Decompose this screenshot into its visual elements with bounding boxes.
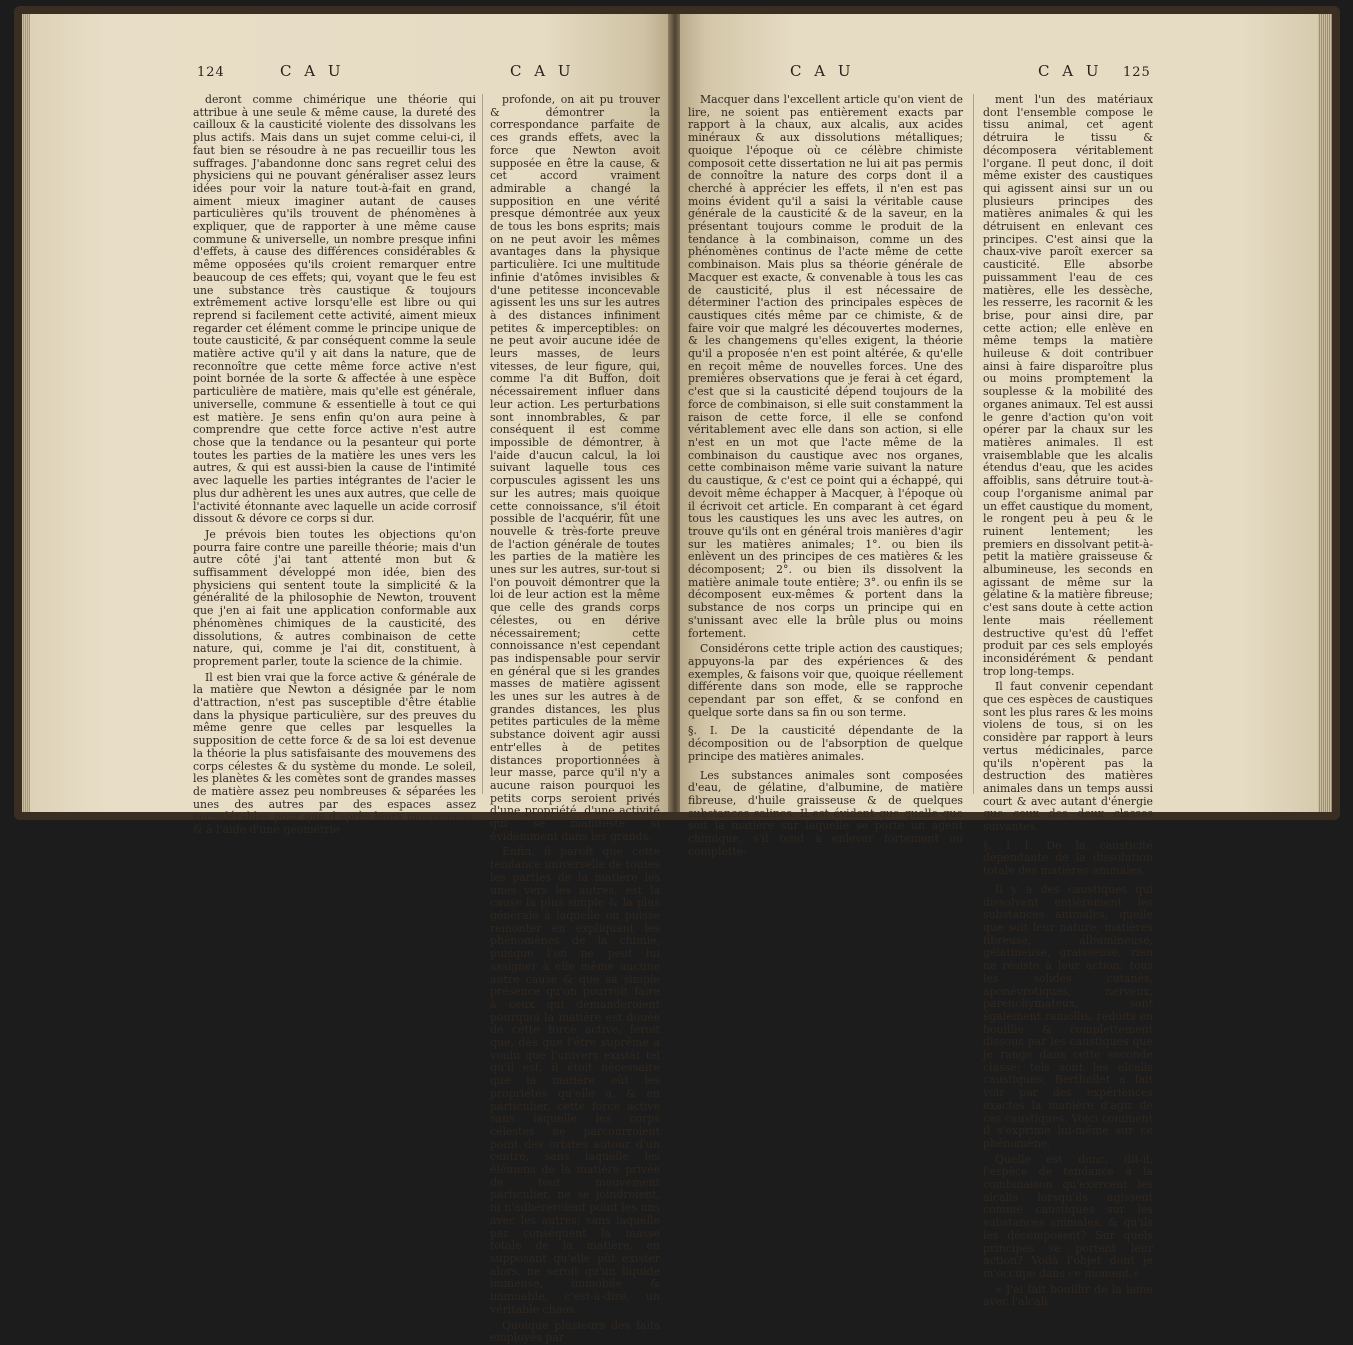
left-page-header bbox=[30, 62, 670, 84]
page-edges-right bbox=[1318, 14, 1332, 812]
page-number: 125 bbox=[1123, 65, 1151, 80]
page-edges-left bbox=[22, 14, 30, 812]
right-page-column-2 bbox=[983, 93, 1154, 1309]
left-page-column-1 bbox=[193, 93, 476, 837]
quoted-paragraph: » J'ai fait bouillir de la laine avec l'alcali bbox=[983, 1282, 1153, 1309]
paragraph: Macquer dans l'excellent article qu'on vient de lire, ne soient pas entièrement exacts par rapport à la chaux, aux alcalis, aux acides minéraux & aux dissolutions métalliques; quoique l'époque où ce célèbre chimiste composoit cette dissertation ne lui ait pas permis de connoître la nature des corps dont il a cherché à apprécier les effets, il n'en est pas moins évident qu'il a saisi la véritable cause générale de la causticité & de la saveur, en la présentant toujours comme le produit de la tendance à la combinaison, comme un des phénomènes continus de l'acte même de cette combinaison. Mais plus sa théorie générale de Macquer est exacte, & convenable à tous les cas de causticité, plus il est nécessaire de déterminer l'action des principales espèces de caustiques cités même par ce chimiste, & de faire voir que malgré les découvertes modernes, & les changemens qu'elles exigent, la théorie qu'il a proposée n'en est point altérée, & qu'elle en reçoit même de nouvelles forces. Une des premières observations que je ferai à cet égard, c'est que si la causticité dépend toujours de la force de combinaison, si elle suit constamment la raison de cette force, il elle se confond véritablement avec elle dans son action, si elle n'est en un mot que l'acte même de la combinaison du caustique avec nos organes, cette combinaison même varie suivant la nature du caustique, & c'est ce point qui a échappé, qui devoit même échapper à Macquer, à l'époque où il écrivoit cet article. En comparant à cet égard tous les caustiques les uns avec les autres, on trouve qu'ils ont en général trois manières d'agir sur les matières animales; 1°. ou bien ils enlèvent un des principes de ces matières & les décomposent; 2°. ou bien ils dissolvent la matière animale toute entière; 3°. ou enfin ils se décomposent eux-mêmes & portent dans la substance de nos corps un principe qui en s'unissant avec elle la brûle plus ou moins fortement. bbox=[688, 93, 963, 640]
running-head: C A U bbox=[280, 62, 345, 80]
paragraph: Les substances animales sont composées d'eau, de gélatine, d'albumine, de matière fibreuse, d'huile graisseuse & de quelques substances salines. Il est évident que quelle que soit la matière sur laquelle se porte un agent chimique, s'il tend à enlever fortement ou complette- bbox=[688, 768, 963, 858]
quoted-paragraph: Quelle est donc, dit-il, l'espèce de tendance à la combinaison qu'exercent les alcalis lorsqu'ils agissent comme caustiques sur les substances animales, & qu'ils les décomposent? Sur quels principes se portent leur action? Voilà l'objet dont je m'occupe dans ce moment.» bbox=[983, 1152, 1153, 1280]
running-head: C A U bbox=[790, 62, 855, 80]
column-rule bbox=[482, 94, 483, 794]
paragraph: profonde, on ait pu trouver & démontrer la correspondance parfaite de ces grands effets, avec la force que Newton avoit supposée en être la cause, & cet accord vraiment admirable a changé la supposition en une vérité presque démontrée aux yeux de tous les bons esprits; mais on ne peut avoir les mêmes avantages dans la physique particulière. Ici une multitude infinie d'atômes invisibles & d'une petitesse inconcevable agissent les uns sur les autres à des distances infiniment petites & imperceptibles: on ne peut avoir aucune idée de leurs masses, de leurs vitesses, de leur figure, qui, comme l'a dit Buffon, doit nécessairement influer dans leur action. Les perturbations sont innombrables, & par conséquent il est comme impossible de démontrer, à l'aide d'aucun calcul, la loi suivant laquelle tous ces corpuscules agissent les uns sur les autres; mais quoique cette connoissance, s'il étoit possible de l'acquérir, fût une nouvelle & très-forte preuve de l'action générale de toutes les parties de la matière les unes sur les autres, sur-tout si l'on pouvoit démontrer que la loi de leur action est la même que celle des grands corps célestes, ou en dérive nécessairement; cette connoissance n'est cependant pas indispensable pour servir en général que si les grandes masses de matière agissent les unes sur les autres à de grandes distances, les plus petites particules de la même substance doivent agir aussi entr'elles à de petites distances proportionnées à leur masse, parce qu'il n'y a aucune raison pourquoi les petits corps seroient privés d'une propriété, d'une activité qui se manifeste si évidemment dans les grands. bbox=[490, 93, 660, 843]
section-heading: §. I I. De la causticité dépendante de la dissolution totale des matières animales. bbox=[983, 838, 1153, 878]
paragraph: Quoique plusieurs des faits employés par bbox=[490, 1318, 660, 1345]
paragraph: Il est bien vrai que la force active & générale de la matière que Newton a désignée par le nom d'attraction, n'est pas susceptible d'être établie dans la physique particulière, sur des preuves du même genre que celles par lesquelles la supposition de cette force & de sa loi est devenue la théorie la plus satisfaisante des mouvemens des corps célestes & du système du monde. Le soleil, les planètes & les comètes sont de grandes masses de matière assez peu nombreuses & séparées les unes des autres par des espaces assez considérables pour que d'après leurs mouvemens, & à l'aide d'une géométrie bbox=[193, 670, 476, 837]
paragraph: Enfin, il paroît que cette tendance universelle de toutes les parties de la matière les unes vers les autres, est la cause la plus simple & la plus générale à laquelle on puisse remonter en expliquant les phénomènes de la chimie, puisque l'on ne peut lui assigner à elle même aucune autre cause & que sa simple présence qu'on pourroit faire à ceux qui demanderoient pourquoi la matière est douée de cette force active, feroit que, dès que l'être suprême a voulu que l'univers existât tel qu'il est, il étoit nécessaire que la matière eût les propriétés qu'elle a, & en particulier, cette force active sans laquelle les corps célestes ne parcourroient point des orbites autour d'un centre, sans laquelle les élémens de la matière privée de tout mouvement particulier, ne se joindroient, ni n'adhéreroient point les uns avec les autres; sans laquelle par conséquent la masse totale de la matière, en supposant qu'elle pût exister alors, ne seroit qu'un liquide immense, immobile & immuable, c'est-à-dire, un véritable chaos. bbox=[490, 845, 660, 1316]
running-head: C A U bbox=[1038, 62, 1103, 80]
left-page bbox=[30, 14, 670, 1345]
right-page-header bbox=[680, 62, 1318, 84]
section-heading: §. I. De la causticité dépendante de la décomposition ou de l'absorption de quelque principe des matières animales. bbox=[688, 724, 963, 763]
paragraph: ment l'un des matériaux dont l'ensemble compose le tissu animal, cet agent détruira le tissu & décomposera véritablement l'organe. Il peut donc, il doit même exister des caustiques qui agissent ainsi sur un ou plusieurs principes des matières animales & qui les détruisent en enlevant ces principes. C'est ainsi que la chaux-vive paroît exercer sa causticité. Elle absorbe puissamment l'eau de ces matières, elle les dessèche, les resserre, les racornit & les brise, pour ainsi dire, par cette action; elle enlève en même temps la matière huileuse & doit contribuer ainsi à faire disparoître plus ou moins promptement la souplesse & la mobilité des organes animaux. Tel est aussi le genre d'action qu'on voit opérer par la chaux sur les matières animales. Il est vraisemblable que les alcalis étendus d'eau, que les acides affoiblis, sans détruire tout-à-coup l'organisme animal par un effet caustique du moment, le rongent peu à peu & le ruinent lentement; les premiers en dissolvant petit-à-petit la matière graisseuse & albumineuse, les seconds en agissant de même sur la gélatine & la matière fibreuse; c'est sans doute à cette action lente mais réellement destructive qu'est dû l'effet produit par ces sels employés inconsidérément & pendant trop long-temps. bbox=[983, 93, 1153, 678]
paragraph: Considérons cette triple action des caustiques; appuyons-la par des expériences & des exemples, & faisons voir que, quoique réellement différente dans son mode, elle se rapproche cependant par son effet, & se confond en quelque sorte dans sa fin ou son terme. bbox=[688, 642, 963, 719]
paragraph: Il faut convenir cependant que ces espèces de caustiques sont les plus rares & les moins violens de tous, si on les considère par rapport à leurs vertus médicinales, parce qu'ils n'opèrent pas la destruction des matières animales dans un temps aussi court & avec autant d'énergie que ceux des deux classes suivantes. bbox=[983, 680, 1154, 834]
page-number: 124 bbox=[197, 65, 225, 80]
right-page-column-1 bbox=[688, 93, 963, 858]
paragraph: Je prévois bien toutes les objections qu'on pourra faire contre une pareille théorie; mais d'un autre côté j'ai tant attenté mon but & suffisamment développé mon idée, bien des physiciens qui sentent toute la simplicité & la généralité de la philosophie de Newton, trouvent que j'en ai fait une application conformable aux phénomènes chimiques de la causticité, des dissolutions, & autres combinaison de cette nature, qui, comme je l'ai dit, constituent, à proprement parler, toute la science de la chimie. bbox=[193, 527, 476, 668]
right-page bbox=[680, 14, 1318, 1309]
left-page-column-2 bbox=[490, 93, 660, 1345]
paragraph: deront comme chimérique une théorie qui attribue à une seule & même cause, la dureté des cailloux & la causticité violente des dissolvans les plus actifs. Mais dans un sujet comme celui-ci, il faut bien se résoudre à ne pas recueillir tous les suffrages. J'abandonne donc sans regret celui des physiciens qui ne pouvant généraliser assez leurs idées pour voir la nature tout-à-fait en grand, aiment mieux imaginer autant de causes particulières qu'ils trouvent de phénomènes à expliquer, que de rapporter à une même cause commune & universelle, un nombre presque infini d'effets, à cause des différences considérables & même opposées qu'ils croient remarquer entre beaucoup de ces effets; qui, voyant que le feu est une substance très caustique & toujours extrêmement active lorsqu'elle est libre ou qui reprend si facilement cette activité, aiment mieux regarder cet élément comme le principe unique de toute causticité, & par conséquent comme la seule matière active qu'il y ait dans la nature, que de reconnoître que cette même force active n'est point bornée de la sorte & affectée à une espèce particulière de matière, mais qu'elle est générale, universelle, commune & essentielle à tout ce qui est matière. Je sens enfin qu'on aura peine à comprendre que cette force active n'est autre chose que la tendance ou la pesanteur qui porte toutes les parties de la matière les unes vers les autres, & qui est aussi-bien la cause de l'intimité avec laquelle les parties intégrantes de l'acier le plus dur adhèrent les unes aux autres, que celle de l'activité étonnante avec laquelle un acide corrosif dissout & dévore ce corps si dur. bbox=[193, 93, 476, 526]
running-head: C A U bbox=[510, 62, 575, 80]
paragraph: Il y a des caustiques qui dissolvent entièrement les substances animales, quelle que soit leur nature; matières fibreuse, albumineuse, gélatineuse, graisseuse, rien ne résiste à leur action; tous les solides cutanés, aponévrotiques, nerveux, parenchymateux, sont également ramollis, réduits en bouillie & complettement dissous par les caustiques que je range dans cette seconde classe; tels sont les alcalis caustiques: Berthollet a fait voir par des expériences exactes la manière d'agir de ces caustiques. Voici comment il s'exprime lui-même sur ce phénomène. bbox=[983, 882, 1153, 1150]
column-rule bbox=[973, 94, 974, 794]
